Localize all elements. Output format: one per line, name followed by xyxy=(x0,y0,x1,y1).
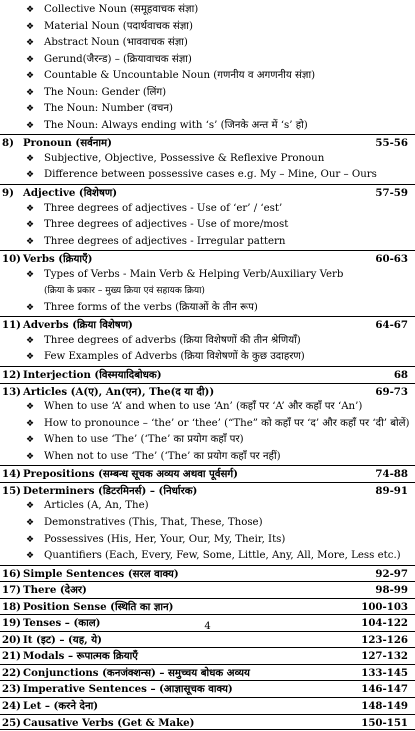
subitem-text: How to pronounce – ‘the’ or ‘thee’ (“The” को कहाँ पर ‘द’ और कहाँ पर ‘दी’ बोलें) xyxy=(44,417,410,429)
topic-number: 10) xyxy=(2,253,21,266)
topic-pages: 127-132 xyxy=(361,650,408,663)
topic-pages: 104-122 xyxy=(361,617,408,630)
diamond-bullet-icon: ❖ xyxy=(26,87,35,98)
subitem-text: Three degrees of adjectives - Use of ‘er’ / ‘est’ xyxy=(44,202,283,214)
diamond-bullet-icon: ❖ xyxy=(26,302,35,313)
topic-title: Interjection (विस्मयादिबोधक) xyxy=(23,369,162,382)
toc-topic-row xyxy=(0,697,415,714)
toc-subitem-row xyxy=(0,449,415,466)
toc-subitem-row xyxy=(0,2,415,19)
subitem-text: Types of Verbs - Main Verb & Helping Verb/Auxiliary Verb xyxy=(44,268,344,280)
toc-subitem-row xyxy=(0,167,415,184)
topic-number: 13) xyxy=(2,385,21,398)
diamond-bullet-icon: ❖ xyxy=(26,38,35,49)
toc-topic-row xyxy=(0,714,415,731)
subitem-continuation-text: (क्रिया के प्रकार – मुख्य क्रिया एवं सहायक क्रिया) xyxy=(44,286,205,297)
topic-pages: 92-97 xyxy=(375,567,408,580)
subitem-text: The Noun: Number (वचन) xyxy=(44,103,173,115)
topic-title: Articles (A(ए), An(एन), The(द या दी)) xyxy=(23,385,215,398)
topic-title: Causative Verbs (Get & Make) xyxy=(23,716,195,729)
subitem-text: When to use ‘A’ and when to use ‘An’ (कहाँ पर ‘A’ और कहाँ पर ‘An’) xyxy=(44,401,363,413)
subitem-text: The Noun: Always ending with ‘s’ (जिनके अन्त में ‘s’ हो) xyxy=(44,119,308,131)
diamond-bullet-icon: ❖ xyxy=(26,104,35,115)
toc-subitem-row xyxy=(0,416,415,433)
topic-number: 9) xyxy=(2,187,14,200)
topic-number: 15) xyxy=(2,484,21,497)
topic-pages: 74-88 xyxy=(375,468,408,481)
diamond-bullet-icon: ❖ xyxy=(26,551,35,562)
topic-number: 20) xyxy=(2,633,21,646)
topic-title: Let – (करने देना) xyxy=(23,699,99,712)
topic-title: Prepositions (सम्बन्ध सूचक अव्यय अथवा पूर्वसर्ग) xyxy=(23,468,238,481)
toc-subitem-row xyxy=(0,399,415,416)
subitem-text: Three degrees of adjectives - Use of more/most xyxy=(44,219,289,231)
toc-topic-row xyxy=(0,465,415,482)
topic-pages: 60-63 xyxy=(375,253,408,266)
toc-topic-row xyxy=(0,316,415,333)
topic-number: 22) xyxy=(2,666,21,679)
toc-subitem-row xyxy=(0,515,415,532)
topic-number: 21) xyxy=(2,650,21,663)
toc-topic-row xyxy=(0,134,415,151)
toc-subitem-row xyxy=(0,548,415,565)
subitem-text: Three degrees of adjectives - Irregular pattern xyxy=(44,235,286,247)
toc-topic-row xyxy=(0,366,415,383)
topic-pages: 148-149 xyxy=(361,699,408,712)
topic-number: 25) xyxy=(2,716,21,729)
diamond-bullet-icon: ❖ xyxy=(26,451,35,462)
topic-title: Conjunctions (कनजंक्शन्स) – समुच्चय बोधक अव्यय xyxy=(23,666,250,679)
toc-subitem-row xyxy=(0,151,415,168)
diamond-bullet-icon: ❖ xyxy=(26,335,35,346)
diamond-bullet-icon: ❖ xyxy=(26,203,35,214)
topic-number: 18) xyxy=(2,600,21,613)
topic-title: Verbs (क्रियाएँ) xyxy=(23,253,93,266)
subitem-text: Material Noun (पदार्थवाचक संज्ञा) xyxy=(44,20,193,32)
diamond-bullet-icon: ❖ xyxy=(26,269,35,280)
diamond-bullet-icon: ❖ xyxy=(26,352,35,363)
topic-number: 8) xyxy=(2,137,14,150)
topic-pages: 123-126 xyxy=(361,633,408,646)
toc-subitem-row xyxy=(0,101,415,118)
diamond-bullet-icon: ❖ xyxy=(26,435,35,446)
toc-subitem-row xyxy=(0,532,415,549)
topic-title: Pronoun (सर्वनाम) xyxy=(23,137,112,150)
topic-title: Adjective (विशेषण) xyxy=(23,187,118,200)
page-number: 4 xyxy=(204,621,211,632)
toc-subitem-row xyxy=(0,234,415,251)
topic-number: 19) xyxy=(2,617,21,630)
toc-subitem-row xyxy=(0,267,415,284)
diamond-bullet-icon: ❖ xyxy=(26,534,35,545)
subitem-text: Difference between possessive cases e.g. My – Mine, Our – Ours xyxy=(44,169,377,181)
topic-pages: 64-67 xyxy=(375,319,408,332)
toc-topic-row xyxy=(0,664,415,681)
diamond-bullet-icon: ❖ xyxy=(26,71,35,82)
subitem-text: When not to use ‘The’ (‘The’ का प्रयोग कहाँ पर नहीं) xyxy=(44,450,281,462)
toc-subitem-row xyxy=(0,432,415,449)
subitem-text: Three degrees of adverbs (क्रिया विशेषणों की तीन श्रेणियाँ) xyxy=(44,334,301,346)
topic-number: 14) xyxy=(2,468,21,481)
topic-title: Tenses – (काल) xyxy=(23,617,101,630)
subitem-text: When to use ‘The’ (‘The’ का प्रयोग कहाँ पर) xyxy=(44,434,244,446)
topic-title: Determiners (डिटरमिनर्स) – (निर्धारक) xyxy=(23,484,198,497)
toc-subitem-row xyxy=(0,52,415,69)
subitem-text: Gerund(जैरन्ड) – (क्रियावाचक संज्ञा) xyxy=(44,53,192,65)
topic-title: It (इट) – (यह, ये) xyxy=(23,633,102,646)
toc-topic-row xyxy=(0,631,415,648)
toc-topic-row xyxy=(0,184,415,201)
toc-continuation-row xyxy=(0,283,415,300)
toc-topic-row xyxy=(0,598,415,615)
subitem-text: Few Examples of Adverbs (क्रिया विशेषणों के कुछ उदाहरण) xyxy=(44,351,305,363)
toc-topic-row xyxy=(0,482,415,499)
topic-pages: 133-145 xyxy=(361,666,408,679)
diamond-bullet-icon: ❖ xyxy=(26,402,35,413)
topic-pages: 150-151 xyxy=(361,716,408,729)
topic-title: Position Sense (स्थिति का ज्ञान) xyxy=(23,600,174,613)
subitem-text: Abstract Noun (भाववाचक संज्ञा) xyxy=(44,37,188,49)
subitem-text: Subjective, Objective, Possessive & Reflexive Pronoun xyxy=(44,152,325,164)
subitem-text: Articles (A, An, The) xyxy=(44,500,149,512)
diamond-bullet-icon: ❖ xyxy=(26,153,35,164)
toc-subitem-row xyxy=(0,35,415,52)
diamond-bullet-icon: ❖ xyxy=(26,236,35,247)
toc-subitem-row xyxy=(0,68,415,85)
toc-subitem-row xyxy=(0,201,415,218)
toc-subitem-row xyxy=(0,217,415,234)
topic-title: Imperative Sentences – (आज्ञासूचक वाक्य) xyxy=(23,683,233,696)
topic-title: There (देअर) xyxy=(23,584,87,597)
topic-number: 24) xyxy=(2,699,21,712)
topic-pages: 146-147 xyxy=(361,683,408,696)
topic-number: 16) xyxy=(2,567,21,580)
topic-number: 23) xyxy=(2,683,21,696)
toc-subitem-row xyxy=(0,118,415,135)
diamond-bullet-icon: ❖ xyxy=(26,120,35,131)
topic-title: Modals – रूपात्मक क्रियाएँ xyxy=(23,650,138,663)
toc-topic-row xyxy=(0,581,415,598)
topic-number: 17) xyxy=(2,584,21,597)
topic-pages: 68 xyxy=(393,369,408,382)
topic-number: 12) xyxy=(2,369,21,382)
topic-pages: 55-56 xyxy=(375,137,408,150)
topic-pages: 100-103 xyxy=(361,600,408,613)
diamond-bullet-icon: ❖ xyxy=(26,220,35,231)
diamond-bullet-icon: ❖ xyxy=(26,418,35,429)
topic-title: Simple Sentences (सरल वाक्य) xyxy=(23,567,179,580)
subitem-text: Quantifiers (Each, Every, Few, Some, Little, Any, All, More, Less etc.) xyxy=(44,550,401,562)
topic-pages: 57-59 xyxy=(375,187,408,200)
subitem-text: The Noun: Gender (लिंग) xyxy=(44,86,167,98)
subitem-text: Collective Noun (समूहवाचक संज्ञा) xyxy=(44,4,199,15)
topic-pages: 89-91 xyxy=(375,484,408,497)
toc-subitem-row xyxy=(0,349,415,366)
topic-title: Adverbs (क्रिया विशेषण) xyxy=(23,319,133,332)
diamond-bullet-icon: ❖ xyxy=(26,5,35,15)
toc-topic-row xyxy=(0,250,415,267)
subitem-text: Possessives (His, Her, Your, Our, My, Their, Its) xyxy=(44,533,286,545)
toc-subitem-row xyxy=(0,85,415,102)
subitem-text: Countable & Uncountable Noun (गणनीय व अगणनीय संज्ञा) xyxy=(44,70,316,82)
toc-subitem-row xyxy=(0,300,415,317)
topic-pages: 69-73 xyxy=(375,385,408,398)
diamond-bullet-icon: ❖ xyxy=(26,501,35,512)
diamond-bullet-icon: ❖ xyxy=(26,170,35,181)
subitem-text: Demonstratives (This, That, These, Those) xyxy=(44,516,263,528)
subitem-text: Three forms of the verbs (क्रियाओं के तीन रूप) xyxy=(44,301,258,313)
diamond-bullet-icon: ❖ xyxy=(26,21,35,32)
diamond-bullet-icon: ❖ xyxy=(26,54,35,65)
toc-subitem-row xyxy=(0,333,415,350)
toc-topic-row xyxy=(0,647,415,664)
toc-topic-row xyxy=(0,383,415,400)
toc-topic-row xyxy=(0,680,415,697)
diamond-bullet-icon: ❖ xyxy=(26,517,35,528)
toc-subitem-row xyxy=(0,498,415,515)
toc-subitem-row xyxy=(0,19,415,36)
toc-topic-row xyxy=(0,565,415,582)
topic-pages: 98-99 xyxy=(375,584,408,597)
topic-number: 11) xyxy=(2,319,21,332)
